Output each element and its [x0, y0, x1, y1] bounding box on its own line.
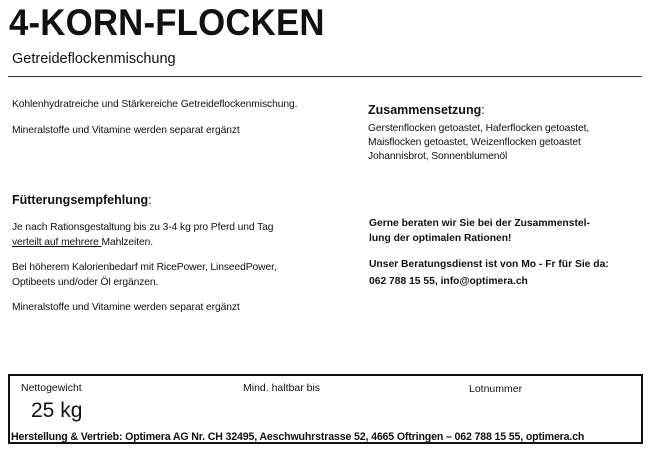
composition-line-2: Maisflocken getoastet, Weizenflocken getoastet: [368, 137, 581, 148]
header-divider: [8, 76, 642, 77]
composition-heading: [368, 103, 485, 117]
manufacturer-footer: Herstellung & Vertrieb: Optimera AG Nr. CH 32495, Aeschwuhrstrasse 52, 4665 Oftringen – 062 788 15 55, optimera.ch: [11, 431, 585, 443]
advice-line-2: lung der optimalen Rationen!: [369, 233, 512, 244]
advice-contact: 062 788 15 55, info@optimera.ch: [369, 276, 528, 287]
composition-heading-text: Zusammensetzung: [368, 103, 482, 117]
product-title: 4-KORN-FLOCKEN: [9, 2, 325, 43]
advice-line-3: Unser Beratungsdienst ist von Mo - Fr für Sie da:: [369, 259, 609, 270]
net-weight-value: 25 kg: [31, 399, 83, 422]
feeding-underlined-text: verteilt auf mehrere: [12, 237, 102, 248]
feeding-p1-line-2: [12, 237, 153, 248]
feeding-p2-line-2: Optibeets und/oder Öl ergänzen.: [12, 277, 159, 288]
product-subtitle: Getreideflockenmischung: [12, 51, 176, 67]
feeding-p3: Mineralstoffe und Vitamine werden separat ergänzt: [12, 302, 240, 313]
lot-number-label: Lotnummer: [469, 383, 523, 395]
feeding-p1-line-2-rest: Mahlzeiten.: [101, 237, 154, 248]
composition-line-1: Gerstenflocken getoastet, Haferflocken getoastet,: [368, 123, 590, 134]
description-line-2: Mineralstoffe und Vitamine werden separat ergänzt: [12, 125, 240, 136]
feeding-p1-line-1: Je nach Rationsgestaltung bis zu 3-4 kg pro Pferd und Tag: [12, 222, 274, 233]
feeding-heading: [12, 193, 152, 207]
net-weight-label: Nettogewicht: [21, 382, 82, 394]
composition-heading-colon: :: [481, 103, 485, 117]
feeding-heading-colon: :: [148, 193, 152, 207]
description-line-1: Kohlenhydratreiche und Stärkereiche Getreideflockenmischung.: [12, 99, 298, 110]
advice-line-1: Gerne beraten wir Sie bei der Zusammenstel-: [369, 218, 590, 229]
composition-line-3: Johannisbrot, Sonnenblumenöl: [368, 151, 508, 162]
feeding-heading-text: Fütterungsempfehlung: [12, 193, 149, 207]
best-before-label: Mind. haltbar bis: [243, 382, 321, 394]
feeding-p2-line-1: Bei höherem Kalorienbedarf mit RicePower, LinseedPower,: [12, 262, 277, 273]
